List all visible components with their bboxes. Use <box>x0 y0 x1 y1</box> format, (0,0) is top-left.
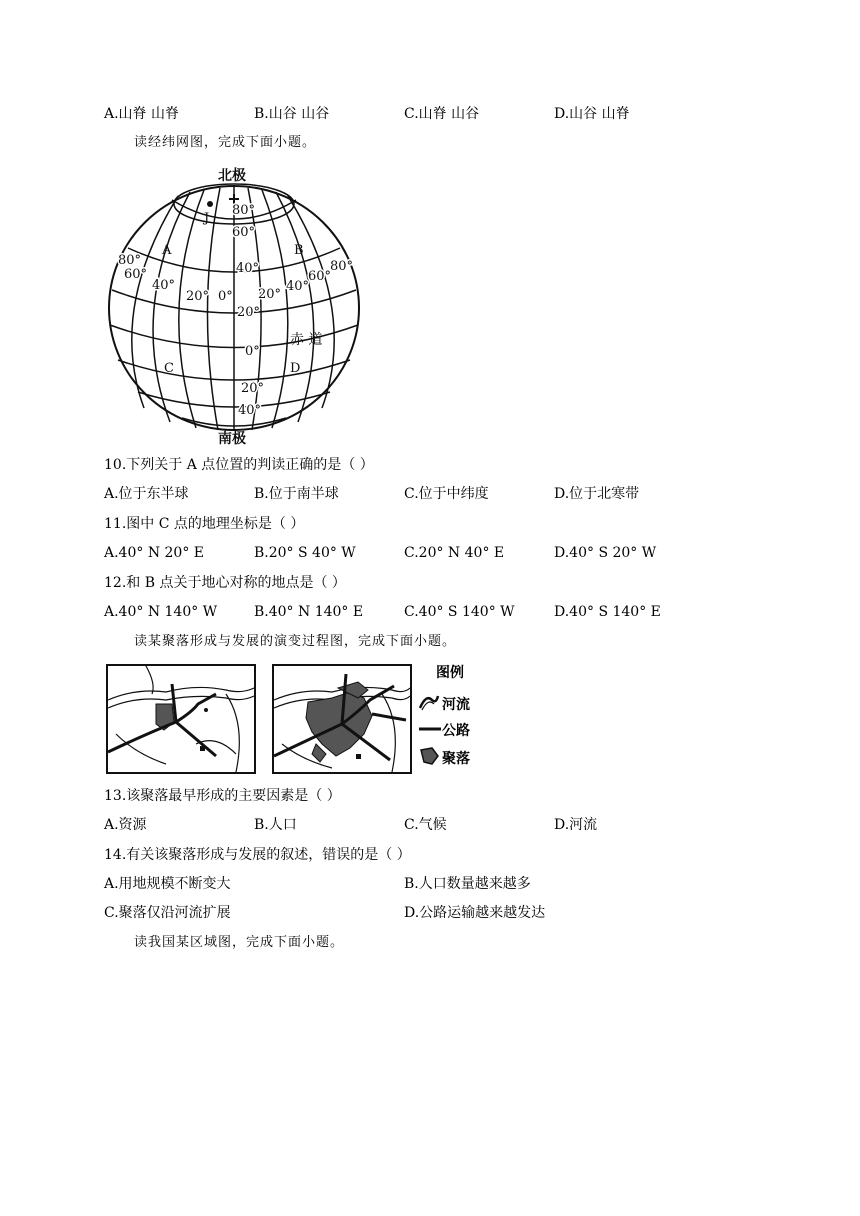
q14-option-a: A.用地规模不断变大 <box>104 876 231 892</box>
legend <box>418 662 488 772</box>
q11-option-b: B.20° S 40° W <box>254 545 356 561</box>
q10-option-d: D.位于北寒带 <box>554 486 640 502</box>
lon-label-60w: 60° <box>124 267 148 282</box>
q9-option-c: C.山脊 山谷 <box>404 106 480 122</box>
intro-globe: 读经纬网图，完成下面小题。 <box>134 135 317 150</box>
river-legend-icon <box>418 692 440 712</box>
lon-label-80e: 80° <box>330 259 354 274</box>
lon-label-40e: 40° <box>286 279 310 294</box>
point-a: A <box>162 243 172 258</box>
lon-label-20e: 20° <box>258 287 282 302</box>
q13-option-b: B.人口 <box>254 817 297 833</box>
lat-label-20n: 20° <box>237 305 261 320</box>
q10-option-c: C.位于中纬度 <box>404 486 489 502</box>
q11-stem: 11.图中 C 点的地理坐标是（ ） <box>104 516 305 532</box>
equator-label: 赤 道 <box>290 332 323 348</box>
settlement-map-1 <box>106 664 256 774</box>
settlement-legend-icon <box>418 746 440 766</box>
q12-option-b: B.40° N 140° E <box>254 604 364 620</box>
lat-label-20s: 20° <box>241 381 265 396</box>
intro-region: 读我国某区域图，完成下面小题。 <box>134 935 345 950</box>
lon-label-40w: 40° <box>152 278 176 293</box>
q12-stem: 12.和 B 点关于地心对称的地点是（ ） <box>104 575 346 591</box>
q14-option-c: C.聚落仅沿河流扩展 <box>104 905 231 921</box>
q12-option-a: A.40° N 140° W <box>104 604 218 620</box>
legend-settlement-label: 聚落 <box>442 751 470 767</box>
point-c: C <box>164 361 174 376</box>
road-legend-icon <box>418 724 442 734</box>
q12-option-c: C.40° S 140° W <box>404 604 515 620</box>
q11-option-c: C.20° N 40° E <box>404 545 505 561</box>
q10-option-a: A.位于东半球 <box>104 486 189 502</box>
q10-stem: 10.下列关于 A 点位置的判读正确的是（ ） <box>104 457 374 473</box>
lat-label-60: 60° <box>232 225 256 240</box>
legend-road-label: 公路 <box>442 723 470 739</box>
lat-label-0: 0° <box>245 344 260 359</box>
q9-option-b: B.山谷 山谷 <box>254 106 330 122</box>
q9-option-d: D.山谷 山脊 <box>554 106 630 122</box>
q13-stem: 13.该聚落最早形成的主要因素是（ ） <box>104 788 341 804</box>
lon-label-0: 0° <box>218 289 233 304</box>
q9-option-a: A.山脊 山脊 <box>104 106 180 122</box>
south-pole-label: 南极 <box>218 431 246 447</box>
q14-option-b: B.人口数量越来越多 <box>404 876 531 892</box>
q14-stem: 14.有关该聚落形成与发展的叙述，错误的是（ ） <box>104 847 411 863</box>
q14-option-d: D.公路运输越来越发达 <box>404 905 546 921</box>
settlement-map-2 <box>272 664 412 774</box>
lat-label-80: 80° <box>232 203 256 218</box>
north-pole-label: 北极 <box>218 168 246 184</box>
lon-label-20w: 20° <box>186 289 210 304</box>
lat-label-40: 40° <box>236 261 260 276</box>
point-b: B <box>294 243 304 258</box>
q13-option-a: A.资源 <box>104 817 147 833</box>
lon-label-80w: 80° <box>118 253 142 268</box>
intro-settlement: 读某聚落形成与发展的演变过程图，完成下面小题。 <box>134 634 457 649</box>
q13-option-c: C.气候 <box>404 817 447 833</box>
legend-title: 图例 <box>436 665 464 681</box>
lon-label-60e: 60° <box>308 269 332 284</box>
legend-river-label: 河流 <box>442 697 470 713</box>
q10-option-b: B.位于南半球 <box>254 486 339 502</box>
q12-option-d: D.40° S 140° E <box>554 604 661 620</box>
q11-option-a: A.40° N 20° E <box>104 545 205 561</box>
q11-option-d: D.40° S 20° W <box>554 545 657 561</box>
lat-label-40s: 40° <box>238 403 262 418</box>
q13-option-d: D.河流 <box>554 817 598 833</box>
globe-figure <box>100 160 370 450</box>
point-d: D <box>290 361 301 376</box>
point-j: J <box>204 211 210 226</box>
